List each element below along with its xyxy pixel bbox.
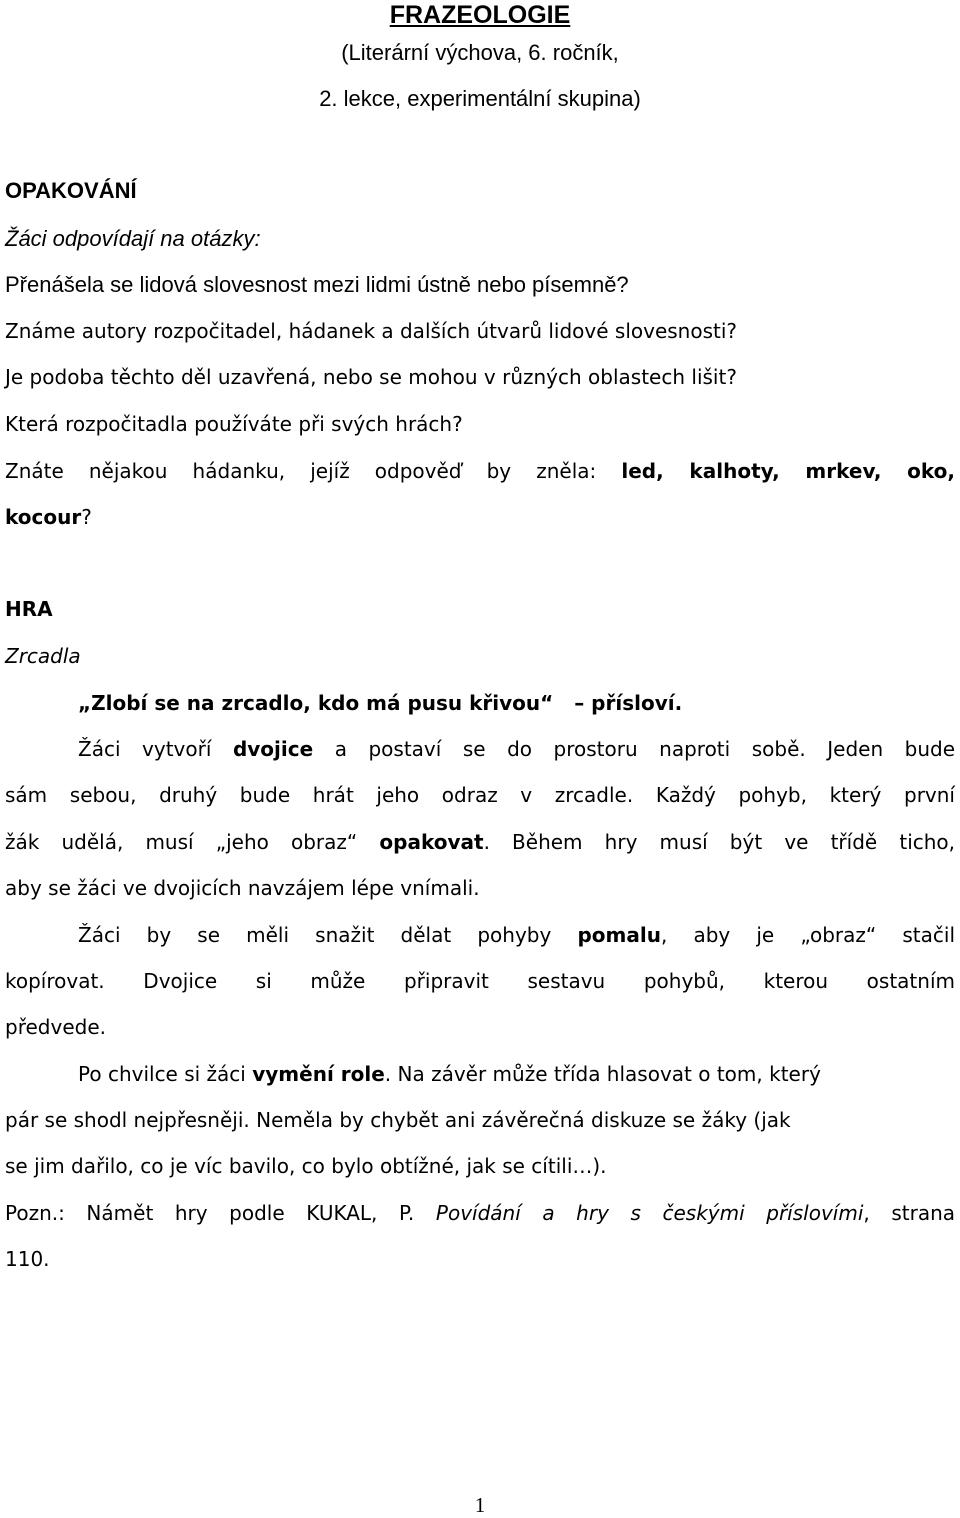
review-intro: Žáci odpovídají na otázky:	[5, 226, 261, 251]
document-subtitle-line1: (Literární výchova, 6. ročník,	[341, 40, 619, 65]
p2-line2	[5, 966, 955, 996]
p1-l2: sám sebou, druhý bude hrát jeho odraz v zrcadle. Každý pohyb, který první	[5, 783, 955, 807]
p2-l2: kopírovat. Dvojice si může připravit sestavu pohybů, kterou ostatním	[5, 969, 955, 993]
p1-line1	[78, 734, 955, 764]
note-b: Povídání a hry s českými příslovími	[435, 1201, 864, 1225]
p2-line1	[78, 920, 955, 950]
p1-l1-c: a postaví se do prostoru naproti sobě. Jeden bude	[334, 737, 956, 761]
p1-l1-a: Žáci vytvoří	[78, 737, 212, 761]
note-line1	[5, 1198, 955, 1228]
riddle-answer-last: kocour	[5, 505, 82, 529]
p3-line1	[78, 1059, 821, 1089]
p2-l1-a: Žáci by se měli snažit dělat pohyby	[78, 923, 552, 947]
review-riddle-line2	[5, 502, 92, 532]
p2-line3: předvede.	[5, 1015, 106, 1039]
game-proverb-label: přísloví.	[591, 691, 683, 715]
p2-l1-c: , aby je „obraz“ stačil	[660, 923, 956, 947]
p1-l3-c: . Během hry musí být ve třídě ticho,	[483, 830, 956, 854]
game-name: Zrcadla	[5, 644, 81, 668]
note-line2: 110.	[5, 1247, 50, 1271]
review-question-4: Která rozpočitadla používáte při svých hrách?	[5, 412, 463, 436]
review-question-1: Přenášela se lidová slovesnost mezi lidmi ústně nebo písemně?	[5, 272, 629, 297]
review-question-2: Známe autory rozpočitadel, hádanek a dalších útvarů lidové slovesnosti?	[5, 319, 738, 343]
p3-l1-a: Po chvilce si žáci	[78, 1062, 246, 1086]
document-title: FRAZEOLOGIE	[389, 1, 571, 29]
p1-line2	[5, 780, 955, 810]
riddle-prefix: Znáte nějakou hádanku, jejíž odpověď by zněla:	[5, 459, 597, 483]
p3-line3: se jim dařilo, co je víc bavilo, co bylo obtížné, jak se cítili…).	[5, 1154, 607, 1178]
review-question-3: Je podoba těchto děl uzavřená, nebo se mohou v různých oblastech lišit?	[5, 365, 737, 389]
page-number: 1	[474, 1493, 486, 1517]
riddle-answers: led, kalhoty, mrkev, oko,	[621, 459, 956, 483]
document-subtitle-line2: 2. lekce, experimentální skupina)	[319, 86, 641, 111]
p1-l3-b: opakovat	[379, 830, 484, 854]
game-proverb-dash: –	[574, 691, 585, 715]
review-riddle-line1	[5, 456, 955, 486]
game-proverb-line	[78, 688, 682, 718]
game-proverb: „Zlobí se na zrcadlo, kdo má pusu křivou“	[78, 691, 554, 715]
note-c: , strana	[863, 1201, 956, 1225]
riddle-end: ?	[81, 505, 92, 529]
note-a: Pozn.: Námět hry podle KUKAL, P.	[5, 1201, 415, 1225]
game-heading: HRA	[5, 597, 53, 621]
p3-l1-b: vymění role	[252, 1062, 385, 1086]
p1-l1-b: dvojice	[232, 737, 314, 761]
p1-line4: aby se žáci ve dvojicích navzájem lépe vnímali.	[5, 876, 480, 900]
p2-l1-b: pomalu	[577, 923, 661, 947]
p3-l1-c: . Na závěr může třída hlasovat o tom, který	[384, 1062, 821, 1086]
p1-l3-a: žák udělá, musí „jeho obraz“	[5, 830, 358, 854]
p1-line3	[5, 827, 955, 857]
p3-line2: pár se shodl nejpřesněji. Neměla by chybět ani závěrečná diskuze se žáky (jak	[5, 1108, 791, 1132]
review-heading: OPAKOVÁNÍ	[5, 178, 137, 203]
